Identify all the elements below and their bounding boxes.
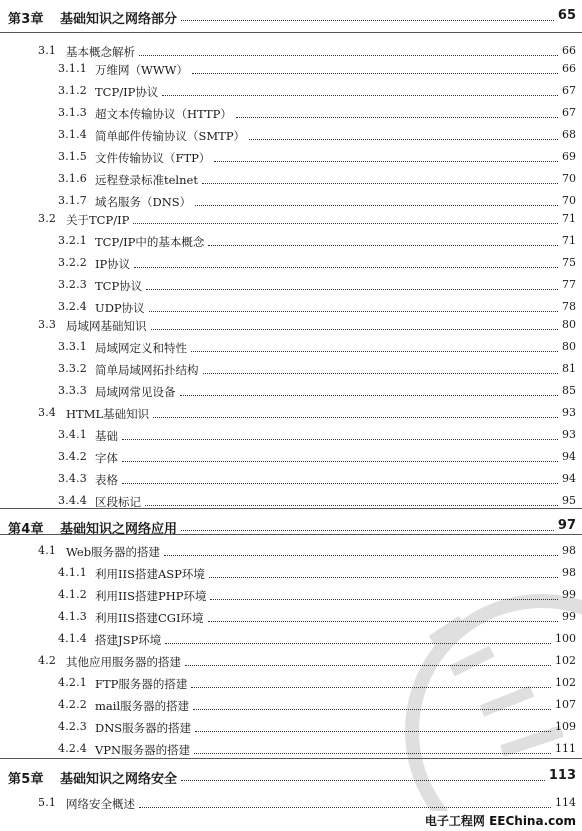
- toc-sec-1[interactable]: [0, 44, 582, 62]
- toc-leader: [153, 417, 558, 418]
- toc-title: Web服务器的搭建: [66, 545, 161, 559]
- toc-leader: [122, 439, 558, 440]
- toc-page-number: 114: [555, 796, 576, 809]
- toc-sub-7[interactable]: [0, 172, 582, 190]
- toc-page-number: 69: [562, 150, 576, 163]
- toc-page-number: 68: [562, 128, 576, 141]
- toc-page-number: 80: [562, 340, 576, 353]
- watermark-seal: [392, 581, 582, 811]
- toc-sub-20[interactable]: [0, 450, 582, 468]
- toc-number: 3.2.1: [58, 234, 87, 247]
- toc-title: mail服务器的搭建: [95, 699, 190, 713]
- toc-page-number: 98: [562, 544, 576, 557]
- toc-leader: [134, 267, 558, 268]
- toc-page-number: 102: [555, 654, 576, 667]
- toc-number: 3.4.4: [58, 494, 87, 507]
- toc-number: 3.3.1: [58, 340, 87, 353]
- toc-title: 局域网定义和特性: [95, 341, 187, 355]
- toc-page-number: 66: [562, 62, 576, 75]
- toc-leader: [145, 505, 558, 506]
- toc-title: FTP服务器的搭建: [95, 677, 188, 691]
- toc-sec-18[interactable]: [0, 406, 582, 424]
- toc-number: 3.4.2: [58, 450, 87, 463]
- toc-leader: [180, 395, 559, 396]
- toc-page-number: 99: [562, 588, 576, 601]
- toc-ch-0[interactable]: [0, 8, 582, 26]
- toc-number: 3.1.4: [58, 128, 87, 141]
- toc-number: 第4章: [8, 522, 44, 537]
- toc-title: 搭建JSP环境: [95, 633, 162, 647]
- toc-number: 3.3: [38, 318, 57, 331]
- toc-sec-14[interactable]: [0, 318, 582, 336]
- toc-sub-12[interactable]: [0, 278, 582, 296]
- toc-number: 第3章: [8, 12, 44, 27]
- toc-sub-10[interactable]: [0, 234, 582, 252]
- toc-page-number: 66: [562, 44, 576, 57]
- toc-sub-11[interactable]: [0, 256, 582, 274]
- toc-number: 5.1: [38, 796, 57, 809]
- toc-number: 4.2.3: [58, 720, 87, 733]
- toc-number: 4.1.4: [58, 632, 87, 645]
- toc-number: 3.2.4: [58, 300, 87, 313]
- toc-sub-3[interactable]: [0, 84, 582, 102]
- toc-number: 4.2.1: [58, 676, 87, 689]
- toc-leader: [195, 205, 558, 206]
- toc-sub-22[interactable]: [0, 494, 582, 512]
- toc-number: 3.2.3: [58, 278, 87, 291]
- toc-page-number: 67: [562, 84, 576, 97]
- toc-title: 基础知识之网络部分: [60, 12, 178, 27]
- toc-title: DNS服务器的搭建: [95, 721, 192, 735]
- toc-number: 4.2: [38, 654, 57, 667]
- toc-page-number: 77: [562, 278, 576, 291]
- toc-title: 关于TCP/IP: [66, 213, 130, 227]
- toc-number: 4.1.2: [58, 588, 87, 601]
- toc-page-number: 67: [562, 106, 576, 119]
- toc-title: 局域网基础知识: [66, 319, 147, 333]
- toc-title: 超文本传输协议（HTTP）: [95, 107, 232, 121]
- toc-title: 基础知识之网络安全: [60, 772, 178, 787]
- toc-title: 字体: [95, 451, 118, 465]
- toc-number: 3.4.1: [58, 428, 87, 441]
- toc-title: TCP协议: [95, 279, 143, 293]
- toc-number: 3.1.7: [58, 194, 87, 207]
- toc-title: UDP协议: [95, 301, 145, 315]
- toc-title: 网络安全概述: [66, 797, 135, 811]
- toc-page-number: 94: [562, 472, 576, 485]
- chapter-divider-1: [0, 508, 582, 509]
- toc-number: 4.1: [38, 544, 57, 557]
- toc-page-number: 100: [555, 632, 576, 645]
- toc-leader: [181, 530, 554, 531]
- toc-sub-16[interactable]: [0, 362, 582, 380]
- toc-number: 3.1: [38, 44, 57, 57]
- toc-page-number: 99: [562, 610, 576, 623]
- toc-page-number: 71: [562, 234, 576, 247]
- toc-title: 文件传输协议（FTP）: [95, 151, 211, 165]
- toc-leader: [209, 577, 558, 578]
- toc-title: 区段标记: [95, 495, 141, 509]
- toc-leader: [203, 373, 559, 374]
- toc-title: 局域网常见设备: [95, 385, 176, 399]
- toc-leader: [139, 55, 558, 56]
- toc-page-number: 70: [562, 172, 576, 185]
- toc-sub-2[interactable]: [0, 62, 582, 80]
- toc-title: 基本概念解析: [66, 45, 135, 59]
- toc-page-number: 75: [562, 256, 576, 269]
- toc-leader: [208, 245, 558, 246]
- toc-number: 4.1.1: [58, 566, 87, 579]
- toc-sub-4[interactable]: [0, 106, 582, 124]
- toc-title: 其他应用服务器的搭建: [66, 655, 181, 669]
- toc-title: TCP/IP协议: [95, 85, 159, 99]
- toc-leader: [146, 289, 558, 290]
- toc-sub-5[interactable]: [0, 128, 582, 146]
- chapter-divider-0: [0, 32, 582, 33]
- toc-number: 3.2: [38, 212, 57, 225]
- toc-number: 4.1.3: [58, 610, 87, 623]
- toc-sec-9[interactable]: [0, 212, 582, 230]
- toc-title: 利用IIS搭建PHP环境: [95, 589, 207, 603]
- toc-title: 万维网（WWW）: [95, 63, 188, 77]
- toc-leader: [122, 483, 558, 484]
- toc-number: 3.4: [38, 406, 57, 419]
- toc-sub-15[interactable]: [0, 340, 582, 358]
- toc-title: 域名服务（DNS）: [95, 195, 192, 209]
- toc-number: 3.3.3: [58, 384, 87, 397]
- toc-number: 3.3.2: [58, 362, 87, 375]
- toc-page-number: 98: [562, 566, 576, 579]
- toc-page-number: 94: [562, 450, 576, 463]
- toc-page-number: 81: [562, 362, 576, 375]
- toc-page-number: 102: [555, 676, 576, 689]
- toc-title: 简单局域网拓扑结构: [95, 363, 199, 377]
- toc-leader: [181, 20, 554, 21]
- site-footer: 电子工程网 EEChina.com: [424, 814, 576, 828]
- toc-number: 4.2.2: [58, 698, 87, 711]
- toc-title: 表格: [95, 473, 118, 487]
- toc-leader: [133, 223, 558, 224]
- toc-page-number: 111: [555, 742, 576, 755]
- toc-leader: [202, 183, 558, 184]
- chapter-divider-2: [0, 534, 582, 535]
- toc-title: TCP/IP中的基本概念: [95, 235, 205, 249]
- toc-leader: [164, 555, 558, 556]
- toc-title: 利用IIS搭建ASP环境: [95, 567, 205, 581]
- toc-leader: [249, 139, 558, 140]
- toc-sub-17[interactable]: [0, 384, 582, 402]
- toc-leader: [236, 117, 558, 118]
- toc-sub-19[interactable]: [0, 428, 582, 446]
- toc-leader: [214, 161, 558, 162]
- toc-page-number: 97: [557, 518, 576, 533]
- toc-number: 3.4.3: [58, 472, 87, 485]
- toc-sec-24[interactable]: [0, 544, 582, 562]
- toc-sub-21[interactable]: [0, 472, 582, 490]
- toc-page-number: 93: [562, 406, 576, 419]
- toc-page-number: 65: [557, 8, 576, 23]
- toc-leader: [149, 311, 558, 312]
- toc-leader: [151, 329, 559, 330]
- toc-title: IP协议: [95, 257, 131, 271]
- toc-sub-8[interactable]: [0, 194, 582, 212]
- toc-leader: [162, 95, 558, 96]
- toc-page-number: 95: [562, 494, 576, 507]
- toc-title: 远程登录标准telnet: [95, 173, 198, 187]
- toc-title: 基础: [95, 429, 118, 443]
- toc-page-number: 80: [562, 318, 576, 331]
- toc-title: 简单邮件传输协议（SMTP）: [95, 129, 246, 143]
- toc-sub-6[interactable]: [0, 150, 582, 168]
- toc-number: 4.2.4: [58, 742, 87, 755]
- toc-page-number: 93: [562, 428, 576, 441]
- toc-page-number: 85: [562, 384, 576, 397]
- toc-title: 利用IIS搭建CGI环境: [95, 611, 204, 625]
- toc-number: 3.1.3: [58, 106, 87, 119]
- toc-number: 3.1.2: [58, 84, 87, 97]
- toc-number: 第5章: [8, 772, 44, 787]
- toc-page-number: 107: [555, 698, 576, 711]
- toc-sub-13[interactable]: [0, 300, 582, 318]
- toc-leader: [191, 351, 558, 352]
- toc-number: 3.1.6: [58, 172, 87, 185]
- toc-page-number: 71: [562, 212, 576, 225]
- toc-number: 3.1.5: [58, 150, 87, 163]
- toc-page-number: 113: [548, 768, 576, 783]
- chapter-divider-3: [0, 758, 582, 759]
- toc-number: 3.1.1: [58, 62, 87, 75]
- toc-leader: [122, 461, 558, 462]
- toc-number: 3.2.2: [58, 256, 87, 269]
- toc-title: VPN服务器的搭建: [95, 743, 191, 757]
- toc-page-number: 78: [562, 300, 576, 313]
- toc-page-number: 70: [562, 194, 576, 207]
- toc-page-number: 109: [555, 720, 576, 733]
- toc-title: HTML基础知识: [66, 407, 150, 421]
- toc-leader: [192, 73, 558, 74]
- toc-title: 基础知识之网络应用: [60, 522, 178, 537]
